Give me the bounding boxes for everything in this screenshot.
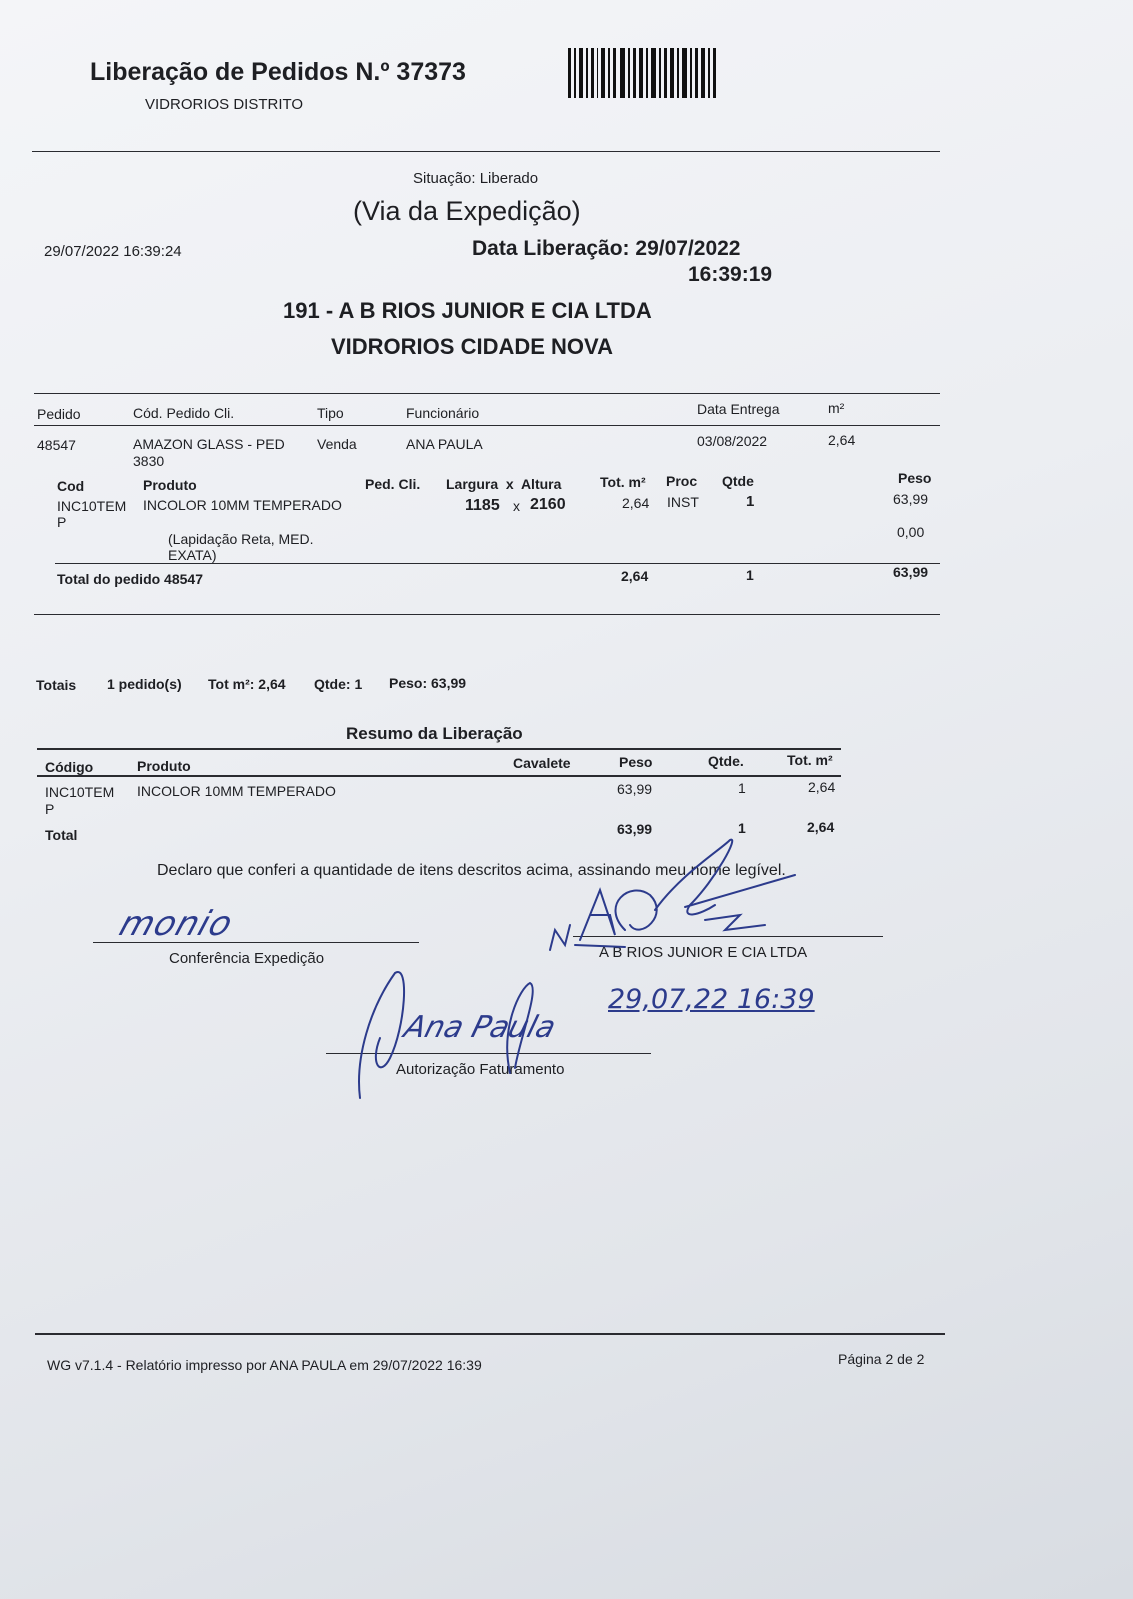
summary-total-qtde: 1 xyxy=(738,820,746,836)
col-ped-cli: Ped. Cli. xyxy=(365,476,421,492)
divider xyxy=(55,563,940,564)
summary-total-peso: 63,99 xyxy=(617,821,653,837)
order-total-qtde: 1 xyxy=(746,567,754,583)
summary-row-codigo: INC10TEM xyxy=(45,784,115,800)
via-label: (Via da Expedição) xyxy=(353,196,581,226)
summary-title: Resumo da Liberação xyxy=(346,724,523,743)
order-m2: 2,64 xyxy=(828,432,856,448)
company-name: VIDRORIOS DISTRITO xyxy=(145,96,304,113)
summary-total-tot-m2: 2,64 xyxy=(807,819,835,835)
order-cod-pedido-cli-cont: 3830 xyxy=(133,453,165,469)
order-data-entrega: 03/08/2022 xyxy=(697,433,768,449)
totals-peso: Peso: 63,99 xyxy=(389,675,467,691)
item-peso: 63,99 xyxy=(893,491,929,507)
col-tot-m2: Tot. m² xyxy=(600,474,646,490)
item-cod: INC10TEM xyxy=(57,498,127,514)
item-altura: 2160 xyxy=(530,496,566,513)
item-extra-peso: 0,00 xyxy=(897,524,925,540)
totals-m2: Tot m²: 2,64 xyxy=(208,676,286,692)
summary-col-cavalete: Cavalete xyxy=(513,755,571,771)
order-total-peso: 63,99 xyxy=(893,564,929,580)
totals-pedidos: 1 pedido(s) xyxy=(107,676,182,692)
summary-col-produto: Produto xyxy=(137,758,191,774)
company-signature-icon xyxy=(540,835,810,960)
divider xyxy=(37,775,841,777)
order-cod-pedido-cli: AMAZON GLASS - PED xyxy=(133,436,285,452)
autorizacao-signature-icon xyxy=(350,968,590,1108)
company-signature-label: A B RIOS JUNIOR E CIA LTDA xyxy=(599,944,808,961)
client-store: VIDRORIOS CIDADE NOVA xyxy=(331,334,613,359)
summary-col-tot-m2: Tot. m² xyxy=(787,752,833,768)
divider xyxy=(35,1333,945,1335)
item-x: x xyxy=(513,498,520,514)
handwritten-date: 29,07,22 16:39 xyxy=(608,984,815,1015)
col-cod: Cod xyxy=(57,478,85,494)
col-funcionario: Funcionário xyxy=(406,405,480,421)
item-tot-m2: 2,64 xyxy=(622,495,650,511)
order-total-m2: 2,64 xyxy=(621,568,649,584)
divider xyxy=(34,393,940,394)
item-qtde: 1 xyxy=(746,493,755,510)
item-process-note-cont: EXATA) xyxy=(168,547,217,563)
printed-timestamp: 29/07/2022 16:39:24 xyxy=(44,243,182,260)
footer-left: WG v7.1.4 - Relatório impresso por ANA PAULA em 29/07/2022 16:39 xyxy=(47,1357,482,1373)
item-largura: 1185 xyxy=(465,497,500,514)
item-cod-cont: P xyxy=(57,514,67,530)
client-name: 191 - A B RIOS JUNIOR E CIA LTDA xyxy=(283,298,652,323)
col-pedido: Pedido xyxy=(37,406,81,422)
summary-row-peso: 63,99 xyxy=(617,781,653,797)
col-qtde: Qtde xyxy=(722,473,754,489)
divider xyxy=(37,748,841,750)
col-tipo: Tipo xyxy=(317,405,344,421)
divider xyxy=(34,614,940,615)
col-m2: m² xyxy=(828,400,845,416)
summary-row-codigo-cont: P xyxy=(45,801,55,817)
status-text: Situação: Liberado xyxy=(413,170,539,187)
summary-col-peso: Peso xyxy=(619,754,653,770)
order-total-label: Total do pedido 48547 xyxy=(57,571,203,587)
summary-total-label: Total xyxy=(45,827,78,843)
signature-conferencia: monio xyxy=(114,904,239,944)
col-cod-pedido-cli: Cód. Pedido Cli. xyxy=(133,405,235,421)
divider xyxy=(32,151,940,152)
totals-label: Totais xyxy=(36,677,77,693)
release-date: Data Liberação: 29/07/2022 xyxy=(472,237,741,260)
release-time: 16:39:19 xyxy=(688,263,773,286)
conferencia-label: Conferência Expedição xyxy=(169,950,325,967)
divider xyxy=(34,425,940,426)
document-title: Liberação de Pedidos N.º 37373 xyxy=(90,58,466,86)
summary-col-qtde: Qtde. xyxy=(708,753,744,769)
page-number: Página 2 de 2 xyxy=(838,1351,925,1367)
item-proc: INST xyxy=(667,494,699,510)
col-peso: Peso xyxy=(898,470,932,486)
order-pedido: 48547 xyxy=(37,437,76,453)
item-produto: INCOLOR 10MM TEMPERADO xyxy=(143,497,342,513)
col-proc: Proc xyxy=(666,473,698,489)
summary-row-produto: INCOLOR 10MM TEMPERADO xyxy=(137,783,336,799)
summary-col-codigo: Código xyxy=(45,759,94,775)
summary-row-qtde: 1 xyxy=(738,780,746,796)
order-tipo: Venda xyxy=(317,436,357,452)
summary-row-tot-m2: 2,64 xyxy=(808,779,836,795)
order-funcionario: ANA PAULA xyxy=(406,436,483,452)
declaration-text: Declaro que conferi a quantidade de itens descritos acima, assinando meu nome legível. xyxy=(157,862,786,879)
signature-autorizacao: Ana Paula xyxy=(400,1010,560,1045)
totals-qtde: Qtde: 1 xyxy=(314,676,363,692)
col-largura-altura: Largura x Altura xyxy=(446,476,562,492)
autorizacao-label: Autorização Faturamento xyxy=(396,1061,565,1078)
item-process-note: (Lapidação Reta, MED. xyxy=(168,531,314,547)
col-produto: Produto xyxy=(143,477,197,493)
col-data-entrega: Data Entrega xyxy=(697,401,780,417)
barcode-icon xyxy=(568,48,728,98)
